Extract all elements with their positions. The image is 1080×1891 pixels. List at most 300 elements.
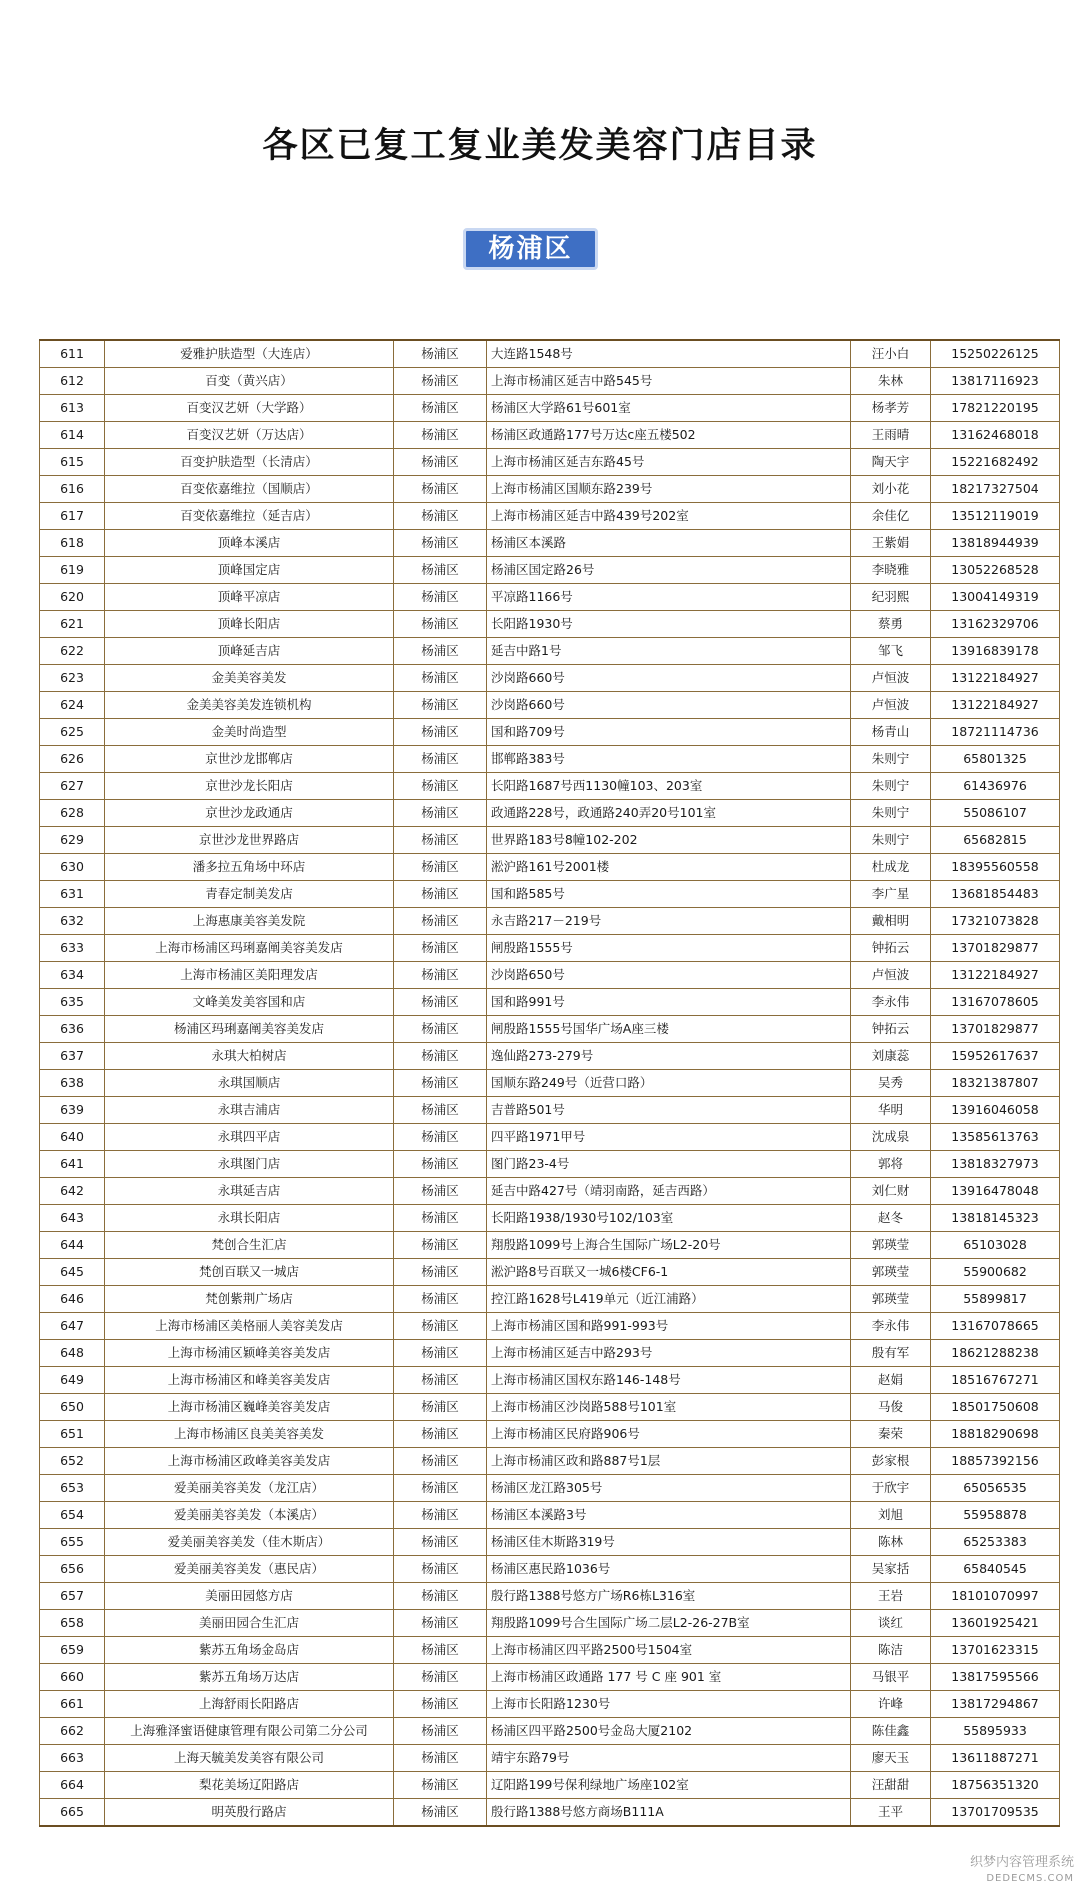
table-row [40, 557, 1060, 584]
phone-cell: 13512119019 [931, 503, 1060, 530]
phone-cell: 17321073828 [931, 908, 1060, 935]
contact-person-cell: 郭瑛莹 [851, 1259, 931, 1286]
table-row [40, 1313, 1060, 1340]
district-cell: 杨浦区 [394, 881, 487, 908]
store-name-cell: 顶峰平凉店 [105, 584, 394, 611]
phone-cell: 13162329706 [931, 611, 1060, 638]
address-cell: 翔殷路1099号上海合生国际广场L2-20号 [487, 1232, 851, 1259]
store-name-cell: 美丽田园合生汇店 [105, 1610, 394, 1637]
address-cell: 杨浦区本溪路3号 [487, 1502, 851, 1529]
district-cell: 杨浦区 [394, 719, 487, 746]
phone-cell: 13004149319 [931, 584, 1060, 611]
row-number-cell: 635 [40, 989, 105, 1016]
contact-person-cell: 钟拓云 [851, 935, 931, 962]
table-row [40, 1043, 1060, 1070]
district-cell: 杨浦区 [394, 1421, 487, 1448]
district-cell: 杨浦区 [394, 746, 487, 773]
phone-cell: 13701829877 [931, 1016, 1060, 1043]
contact-person-cell: 谈红 [851, 1610, 931, 1637]
row-number-cell: 664 [40, 1772, 105, 1799]
phone-cell: 18621288238 [931, 1340, 1060, 1367]
address-cell: 国顺东路249号（近营口路） [487, 1070, 851, 1097]
phone-cell: 13122184927 [931, 665, 1060, 692]
address-cell: 闸殷路1555号国华广场A座三楼 [487, 1016, 851, 1043]
row-number-cell: 632 [40, 908, 105, 935]
table-row [40, 1664, 1060, 1691]
contact-person-cell: 朱则宁 [851, 773, 931, 800]
row-number-cell: 627 [40, 773, 105, 800]
phone-cell: 18395560558 [931, 854, 1060, 881]
table-row [40, 1529, 1060, 1556]
table-row [40, 1394, 1060, 1421]
row-number-cell: 660 [40, 1664, 105, 1691]
store-name-cell: 百变依嘉维拉（延吉店） [105, 503, 394, 530]
address-cell: 上海市杨浦区国和路991-993号 [487, 1313, 851, 1340]
store-name-cell: 京世沙龙邯郸店 [105, 746, 394, 773]
phone-cell: 13916046058 [931, 1097, 1060, 1124]
table-row [40, 1151, 1060, 1178]
phone-cell: 17821220195 [931, 395, 1060, 422]
store-name-cell: 上海舒雨长阳路店 [105, 1691, 394, 1718]
contact-person-cell: 戴相明 [851, 908, 931, 935]
row-number-cell: 651 [40, 1421, 105, 1448]
district-cell: 杨浦区 [394, 611, 487, 638]
table-row [40, 962, 1060, 989]
contact-person-cell: 马银平 [851, 1664, 931, 1691]
table-row [40, 1556, 1060, 1583]
table-row [40, 1016, 1060, 1043]
address-cell: 上海市杨浦区沙岗路588号101室 [487, 1394, 851, 1421]
contact-person-cell: 陈佳鑫 [851, 1718, 931, 1745]
contact-person-cell: 陶天宇 [851, 449, 931, 476]
store-name-cell: 爱美丽美容美发（本溪店） [105, 1502, 394, 1529]
address-cell: 上海市杨浦区国顺东路239号 [487, 476, 851, 503]
district-cell: 杨浦区 [394, 584, 487, 611]
store-name-cell: 杨浦区玛琍嘉阐美容美发店 [105, 1016, 394, 1043]
contact-person-cell: 刘仁财 [851, 1178, 931, 1205]
district-cell: 杨浦区 [394, 1718, 487, 1745]
store-name-cell: 永琪国顺店 [105, 1070, 394, 1097]
row-number-cell: 652 [40, 1448, 105, 1475]
store-name-cell: 明英殷行路店 [105, 1799, 394, 1827]
table-row [40, 1205, 1060, 1232]
store-name-cell: 京世沙龙政通店 [105, 800, 394, 827]
phone-cell: 13611887271 [931, 1745, 1060, 1772]
table-row [40, 1718, 1060, 1745]
row-number-cell: 640 [40, 1124, 105, 1151]
row-number-cell: 633 [40, 935, 105, 962]
phone-cell: 18321387807 [931, 1070, 1060, 1097]
row-number-cell: 613 [40, 395, 105, 422]
address-cell: 吉普路501号 [487, 1097, 851, 1124]
row-number-cell: 641 [40, 1151, 105, 1178]
phone-cell: 13818145323 [931, 1205, 1060, 1232]
table-body [40, 340, 1060, 1826]
contact-person-cell: 郭瑛莹 [851, 1286, 931, 1313]
store-name-cell: 顶峰延吉店 [105, 638, 394, 665]
store-name-cell: 上海市杨浦区巍峰美容美发店 [105, 1394, 394, 1421]
watermark-line2: DEDECMS.COM [986, 1873, 1074, 1884]
phone-cell: 55895933 [931, 1718, 1060, 1745]
row-number-cell: 620 [40, 584, 105, 611]
contact-person-cell: 卢恒波 [851, 962, 931, 989]
table-row [40, 1097, 1060, 1124]
store-name-cell: 永琪吉浦店 [105, 1097, 394, 1124]
district-cell: 杨浦区 [394, 1097, 487, 1124]
contact-person-cell: 吴家括 [851, 1556, 931, 1583]
district-cell: 杨浦区 [394, 1664, 487, 1691]
district-cell: 杨浦区 [394, 1151, 487, 1178]
store-name-cell: 爱美丽美容美发（佳木斯店） [105, 1529, 394, 1556]
store-name-cell: 京世沙龙世界路店 [105, 827, 394, 854]
district-cell: 杨浦区 [394, 1313, 487, 1340]
table-row [40, 340, 1060, 368]
address-cell: 翔殷路1099号合生国际广场二层L2-26-27B室 [487, 1610, 851, 1637]
address-cell: 延吉中路427号（靖羽南路，延吉西路） [487, 1178, 851, 1205]
row-number-cell: 628 [40, 800, 105, 827]
phone-cell: 13916839178 [931, 638, 1060, 665]
table-row [40, 1286, 1060, 1313]
row-number-cell: 629 [40, 827, 105, 854]
row-number-cell: 619 [40, 557, 105, 584]
row-number-cell: 650 [40, 1394, 105, 1421]
district-cell: 杨浦区 [394, 530, 487, 557]
district-cell: 杨浦区 [394, 935, 487, 962]
address-cell: 永吉路217－219号 [487, 908, 851, 935]
row-number-cell: 646 [40, 1286, 105, 1313]
store-name-cell: 上海惠康美容美发院 [105, 908, 394, 935]
address-cell: 世界路183号8幢102-202 [487, 827, 851, 854]
phone-cell: 18756351320 [931, 1772, 1060, 1799]
store-name-cell: 顶峰本溪店 [105, 530, 394, 557]
table-row [40, 1259, 1060, 1286]
address-cell: 沙岗路650号 [487, 962, 851, 989]
district-cell: 杨浦区 [394, 1745, 487, 1772]
phone-cell: 13701709535 [931, 1799, 1060, 1827]
phone-cell: 13701829877 [931, 935, 1060, 962]
address-cell: 上海市杨浦区政和路887号1层 [487, 1448, 851, 1475]
contact-person-cell: 杜成龙 [851, 854, 931, 881]
phone-cell: 15221682492 [931, 449, 1060, 476]
address-cell: 沙岗路660号 [487, 665, 851, 692]
store-name-cell: 上海市杨浦区美阳理发店 [105, 962, 394, 989]
address-cell: 长阳路1938/1930号102/103室 [487, 1205, 851, 1232]
row-number-cell: 654 [40, 1502, 105, 1529]
table-row [40, 1745, 1060, 1772]
row-number-cell: 656 [40, 1556, 105, 1583]
row-number-cell: 631 [40, 881, 105, 908]
phone-cell: 18721114736 [931, 719, 1060, 746]
phone-cell: 13585613763 [931, 1124, 1060, 1151]
store-name-cell: 梵创合生汇店 [105, 1232, 394, 1259]
phone-cell: 65253383 [931, 1529, 1060, 1556]
phone-cell: 13818944939 [931, 530, 1060, 557]
store-name-cell: 永琪四平店 [105, 1124, 394, 1151]
contact-person-cell: 杨孝芳 [851, 395, 931, 422]
row-number-cell: 653 [40, 1475, 105, 1502]
district-cell: 杨浦区 [394, 340, 487, 368]
row-number-cell: 655 [40, 1529, 105, 1556]
district-cell: 杨浦区 [394, 1502, 487, 1529]
district-cell: 杨浦区 [394, 1556, 487, 1583]
address-cell: 长阳路1930号 [487, 611, 851, 638]
contact-person-cell: 卢恒波 [851, 665, 931, 692]
district-cell: 杨浦区 [394, 1799, 487, 1827]
table-row [40, 1583, 1060, 1610]
row-number-cell: 661 [40, 1691, 105, 1718]
table-row [40, 449, 1060, 476]
table-row [40, 908, 1060, 935]
contact-person-cell: 殷有军 [851, 1340, 931, 1367]
store-name-cell: 上海天毓美发美容有限公司 [105, 1745, 394, 1772]
table-row [40, 1637, 1060, 1664]
store-name-cell: 上海市杨浦区和峰美容美发店 [105, 1367, 394, 1394]
contact-person-cell: 朱林 [851, 368, 931, 395]
district-cell: 杨浦区 [394, 800, 487, 827]
table-row [40, 1421, 1060, 1448]
address-cell: 上海市杨浦区政通路 177 号 C 座 901 室 [487, 1664, 851, 1691]
district-cell: 杨浦区 [394, 1637, 487, 1664]
address-cell: 四平路1971甲号 [487, 1124, 851, 1151]
address-cell: 杨浦区政通路177号万达c座五楼502 [487, 422, 851, 449]
table-row [40, 1232, 1060, 1259]
store-name-cell: 爱美丽美容美发（惠民店） [105, 1556, 394, 1583]
contact-person-cell: 王岩 [851, 1583, 931, 1610]
store-name-cell: 上海雅泽蜜语健康管理有限公司第二分公司 [105, 1718, 394, 1745]
contact-person-cell: 郭瑛莹 [851, 1232, 931, 1259]
address-cell: 政通路228号，政通路240弄20号101室 [487, 800, 851, 827]
phone-cell: 13122184927 [931, 962, 1060, 989]
row-number-cell: 611 [40, 340, 105, 368]
row-number-cell: 622 [40, 638, 105, 665]
district-cell: 杨浦区 [394, 1070, 487, 1097]
row-number-cell: 630 [40, 854, 105, 881]
contact-person-cell: 沈成泉 [851, 1124, 931, 1151]
row-number-cell: 624 [40, 692, 105, 719]
store-name-cell: 梵创百联又一城店 [105, 1259, 394, 1286]
store-name-cell: 潘多拉五角场中环店 [105, 854, 394, 881]
district-cell: 杨浦区 [394, 665, 487, 692]
page-title: 各区已复工复业美发美容门店目录 [262, 126, 818, 166]
table-row [40, 530, 1060, 557]
row-number-cell: 614 [40, 422, 105, 449]
address-cell: 长阳路1687号西1130幢103、203室 [487, 773, 851, 800]
row-number-cell: 665 [40, 1799, 105, 1827]
address-cell: 图门路23-4号 [487, 1151, 851, 1178]
store-name-cell: 梵创紫荆广场店 [105, 1286, 394, 1313]
row-number-cell: 616 [40, 476, 105, 503]
row-number-cell: 636 [40, 1016, 105, 1043]
table-row [40, 1772, 1060, 1799]
address-cell: 大连路1548号 [487, 340, 851, 368]
phone-cell: 18857392156 [931, 1448, 1060, 1475]
phone-cell: 13681854483 [931, 881, 1060, 908]
store-directory-table [39, 339, 1060, 1827]
table-row [40, 1691, 1060, 1718]
table-row [40, 935, 1060, 962]
phone-cell: 65682815 [931, 827, 1060, 854]
store-name-cell: 永琪大柏树店 [105, 1043, 394, 1070]
district-cell: 杨浦区 [394, 422, 487, 449]
store-name-cell: 金美美容美发连锁机构 [105, 692, 394, 719]
district-cell: 杨浦区 [394, 1394, 487, 1421]
row-number-cell: 645 [40, 1259, 105, 1286]
watermark-line1: 织梦内容管理系统 [969, 1855, 1074, 1870]
district-cell: 杨浦区 [394, 1610, 487, 1637]
store-name-cell: 百变汉艺妍（大学路） [105, 395, 394, 422]
row-number-cell: 649 [40, 1367, 105, 1394]
row-number-cell: 644 [40, 1232, 105, 1259]
phone-cell: 55086107 [931, 800, 1060, 827]
store-name-cell: 金美美容美发 [105, 665, 394, 692]
district-cell: 杨浦区 [394, 1529, 487, 1556]
address-cell: 邯郸路383号 [487, 746, 851, 773]
store-name-cell: 爱美丽美容美发（龙江店） [105, 1475, 394, 1502]
contact-person-cell: 杨青山 [851, 719, 931, 746]
contact-person-cell: 刘旭 [851, 1502, 931, 1529]
row-number-cell: 612 [40, 368, 105, 395]
contact-person-cell: 于欣宇 [851, 1475, 931, 1502]
address-cell: 辽阳路199号保利绿地广场座102室 [487, 1772, 851, 1799]
contact-person-cell: 郭将 [851, 1151, 931, 1178]
phone-cell: 13817595566 [931, 1664, 1060, 1691]
contact-person-cell: 王平 [851, 1799, 931, 1827]
store-name-cell: 百变护肤造型（长清店） [105, 449, 394, 476]
store-name-cell: 永琪图门店 [105, 1151, 394, 1178]
store-name-cell: 京世沙龙长阳店 [105, 773, 394, 800]
store-name-cell: 上海市杨浦区美格丽人美容美发店 [105, 1313, 394, 1340]
address-cell: 上海市杨浦区国权东路146-148号 [487, 1367, 851, 1394]
phone-cell: 13817116923 [931, 368, 1060, 395]
table-row [40, 1340, 1060, 1367]
phone-cell: 55899817 [931, 1286, 1060, 1313]
phone-cell: 13162468018 [931, 422, 1060, 449]
contact-person-cell: 马俊 [851, 1394, 931, 1421]
contact-person-cell: 秦荣 [851, 1421, 931, 1448]
phone-cell: 65056535 [931, 1475, 1060, 1502]
table-row [40, 368, 1060, 395]
contact-person-cell: 余佳亿 [851, 503, 931, 530]
contact-person-cell: 汪甜甜 [851, 1772, 931, 1799]
table-row [40, 881, 1060, 908]
address-cell: 上海市杨浦区延吉中路545号 [487, 368, 851, 395]
contact-person-cell: 王雨晴 [851, 422, 931, 449]
address-cell: 国和路991号 [487, 989, 851, 1016]
phone-cell: 13818327973 [931, 1151, 1060, 1178]
table-row [40, 746, 1060, 773]
row-number-cell: 642 [40, 1178, 105, 1205]
phone-cell: 61436976 [931, 773, 1060, 800]
store-name-cell: 梨花美场辽阳路店 [105, 1772, 394, 1799]
address-cell: 淞沪路8号百联又一城6楼CF6-1 [487, 1259, 851, 1286]
store-name-cell: 上海市杨浦区玛琍嘉阐美容美发店 [105, 935, 394, 962]
table-row [40, 1475, 1060, 1502]
address-cell: 控江路1628号L419单元（近江浦路） [487, 1286, 851, 1313]
contact-person-cell: 吴秀 [851, 1070, 931, 1097]
row-number-cell: 618 [40, 530, 105, 557]
store-name-cell: 永琪长阳店 [105, 1205, 394, 1232]
store-name-cell: 上海市杨浦区良美美容美发 [105, 1421, 394, 1448]
address-cell: 杨浦区大学路61号601室 [487, 395, 851, 422]
table-row [40, 1367, 1060, 1394]
district-cell: 杨浦区 [394, 1259, 487, 1286]
row-number-cell: 625 [40, 719, 105, 746]
district-cell: 杨浦区 [394, 503, 487, 530]
table-row [40, 422, 1060, 449]
district-cell: 杨浦区 [394, 1205, 487, 1232]
contact-person-cell: 李永伟 [851, 1313, 931, 1340]
row-number-cell: 621 [40, 611, 105, 638]
address-cell: 杨浦区本溪路 [487, 530, 851, 557]
district-cell: 杨浦区 [394, 1232, 487, 1259]
address-cell: 上海市杨浦区四平路2500号1504室 [487, 1637, 851, 1664]
row-number-cell: 638 [40, 1070, 105, 1097]
district-cell: 杨浦区 [394, 854, 487, 881]
address-cell: 逸仙路273-279号 [487, 1043, 851, 1070]
phone-cell: 18818290698 [931, 1421, 1060, 1448]
contact-person-cell: 陈洁 [851, 1637, 931, 1664]
row-number-cell: 626 [40, 746, 105, 773]
address-cell: 沙岗路660号 [487, 692, 851, 719]
contact-person-cell: 邹飞 [851, 638, 931, 665]
phone-cell: 13167078605 [931, 989, 1060, 1016]
phone-cell: 15250226125 [931, 340, 1060, 368]
contact-person-cell: 华明 [851, 1097, 931, 1124]
store-name-cell: 美丽田园悠方店 [105, 1583, 394, 1610]
district-cell: 杨浦区 [394, 1583, 487, 1610]
address-cell: 上海市杨浦区延吉中路293号 [487, 1340, 851, 1367]
district-cell: 杨浦区 [394, 1691, 487, 1718]
address-cell: 殷行路1388号悠方商场B111A [487, 1799, 851, 1827]
phone-cell: 18217327504 [931, 476, 1060, 503]
store-name-cell: 爱雅护肤造型（大连店） [105, 340, 394, 368]
address-cell: 杨浦区国定路26号 [487, 557, 851, 584]
district-cell: 杨浦区 [394, 1178, 487, 1205]
store-name-cell: 青春定制美发店 [105, 881, 394, 908]
address-cell: 上海市长阳路1230号 [487, 1691, 851, 1718]
row-number-cell: 648 [40, 1340, 105, 1367]
store-name-cell: 紫苏五角场金岛店 [105, 1637, 394, 1664]
contact-person-cell: 彭家根 [851, 1448, 931, 1475]
table-row [40, 665, 1060, 692]
table-row [40, 989, 1060, 1016]
address-cell: 杨浦区惠民路1036号 [487, 1556, 851, 1583]
contact-person-cell: 纪羽熙 [851, 584, 931, 611]
table-row [40, 1799, 1060, 1827]
contact-person-cell: 许峰 [851, 1691, 931, 1718]
row-number-cell: 663 [40, 1745, 105, 1772]
row-number-cell: 634 [40, 962, 105, 989]
phone-cell: 18501750608 [931, 1394, 1060, 1421]
district-cell: 杨浦区 [394, 692, 487, 719]
district-cell: 杨浦区 [394, 827, 487, 854]
district-cell: 杨浦区 [394, 1016, 487, 1043]
address-cell: 国和路585号 [487, 881, 851, 908]
contact-person-cell: 刘小花 [851, 476, 931, 503]
district-cell: 杨浦区 [394, 368, 487, 395]
table-row [40, 1502, 1060, 1529]
row-number-cell: 615 [40, 449, 105, 476]
table-row [40, 854, 1060, 881]
store-name-cell: 顶峰国定店 [105, 557, 394, 584]
contact-person-cell: 李永伟 [851, 989, 931, 1016]
district-cell: 杨浦区 [394, 1772, 487, 1799]
table-row [40, 638, 1060, 665]
contact-person-cell: 朱则宁 [851, 746, 931, 773]
row-number-cell: 657 [40, 1583, 105, 1610]
phone-cell: 55900682 [931, 1259, 1060, 1286]
row-number-cell: 623 [40, 665, 105, 692]
